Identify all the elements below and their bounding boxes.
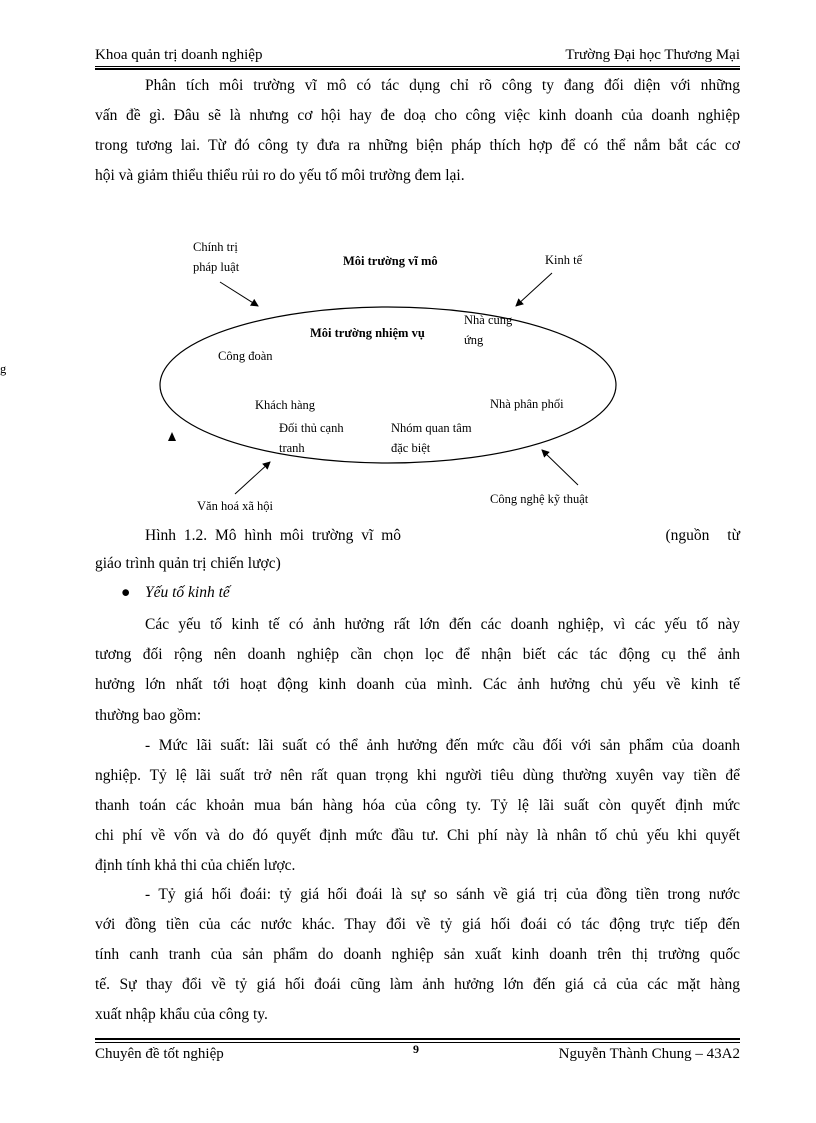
economic-arrow xyxy=(516,273,552,306)
exchange-line-2: với đồng tiền của các nước khác. Thay đổi về tỷ giá hối đoái có tác động trực tiếp đến xyxy=(95,916,740,933)
economy-paragraph xyxy=(95,610,740,700)
caption-source-start: (nguồn từ xyxy=(665,527,740,544)
interest-line-2: nghiệp. Tỷ lệ lãi suất trở nên rất quan trọng khi người tiêu dùng thường xuyên vay tiền để xyxy=(95,767,740,784)
economy-line-2: tương đối rộng nên doanh nghiệp cần chọn lọc để nhận biết các tác động cụ thể ảnh xyxy=(95,646,740,663)
political-arrow xyxy=(220,282,258,306)
intro-line-1: Phân tích môi trường vĩ mô có tác dụng chỉ rõ công ty đang đối diện với những xyxy=(145,77,740,94)
interest-line-4: chi phí về vốn và do đó quyết định mức đầu tư. Chi phí này là nhân tố chủ yếu khi quyết xyxy=(95,827,740,844)
small-triangle-marker xyxy=(168,432,176,441)
interest-line-5: định tính khả thi của chiến lược. xyxy=(95,857,296,874)
technology-label: Công nghệ kỹ thuật xyxy=(490,492,589,506)
intro-line-3: trong tương lai. Từ đó công ty đưa ra những biện pháp thích hợp để có thể nắm bắt các cơ xyxy=(95,137,740,154)
exchange-line-3: tính canh tranh của sản phẩm do doanh nghiệp sản xuất kinh doanh trên thị trường quốc xyxy=(95,946,740,963)
header-right: Trường Đại học Thương Mại xyxy=(565,47,740,63)
intro-line-2: vấn đề gì. Đâu sẽ là nhưng cơ hội hay đe doạ cho công việc kinh doanh của doanh nghiệp xyxy=(95,107,740,124)
economy-line-3: hưởng lớn nhất tới hoạt động kinh doanh của mình. Các ảnh hưởng chủ yếu về kinh tế xyxy=(95,676,740,693)
caption-source-end: giáo trình quản trị chiến lược) xyxy=(95,555,281,572)
exchange-line-5: xuất nhập khẩu của công ty. xyxy=(95,1006,268,1023)
interest-group-label: Nhóm quan tâm đặc biệt xyxy=(391,421,472,455)
exchange-paragraph xyxy=(95,880,740,1030)
distributor-label: Nhà phân phối xyxy=(490,397,564,411)
cultural-arrow xyxy=(235,462,270,494)
customer-label: Khách hàng xyxy=(255,398,316,412)
exchange-line-1: - Tỷ giá hối đoái: tỷ giá hối đoái là sự so sánh về giá trị của đồng tiền trong nước xyxy=(145,886,740,903)
economy-line-4: thường bao gồm: xyxy=(95,707,202,724)
technology-arrow xyxy=(542,450,578,485)
exchange-line-4: tế. Sự thay đổi về tỷ giá hối đoái cũng làm ảnh hưởng lớn đến giá cả của các mặt hàng xyxy=(95,976,740,993)
page-number: 9 xyxy=(413,1042,419,1056)
margin-mark: g xyxy=(0,362,7,376)
political-legal-label: Chính trị pháp luật xyxy=(193,240,240,274)
cultural-social-label: Văn hoá xã hội xyxy=(197,499,274,513)
supplier-label: Nhà cung ứng xyxy=(464,313,513,347)
footer-left: Chuyên đề tốt nghiệp xyxy=(95,1046,224,1062)
header-left: Khoa quản trị doanh nghiệp xyxy=(95,47,263,63)
bullet-icon: ● xyxy=(121,584,131,601)
task-environment-title: Môi trường nhiệm vụ xyxy=(310,326,425,340)
interest-line-1: - Mức lãi suất: lãi suất có thể ảnh hưởng đến mức cầu đối với sản phẩm của doanh xyxy=(145,737,740,754)
interest-line-3: thanh toán các khoản mua bán hàng hóa của công ty. Tỷ lệ lãi suất còn quyết định mức xyxy=(95,797,740,814)
union-label: Công đoàn xyxy=(218,349,273,363)
economy-line-1: Các yếu tố kinh tế có ảnh hưởng rất lớn đến các doanh nghiệp, vì các yếu tố này xyxy=(145,616,740,633)
footer-right: Nguyễn Thành Chung – 43A2 xyxy=(558,1046,740,1062)
competitor-label: Đối thủ cạnh tranh xyxy=(279,421,344,455)
intro-line-4: hội và giảm thiểu thiểu rủi ro do yếu tố môi trường đem lại. xyxy=(95,167,465,184)
section-heading: Yếu tố kinh tế xyxy=(145,584,230,601)
economic-label: Kinh tế xyxy=(545,253,583,267)
macro-environment-title: Môi trường vĩ mô xyxy=(343,254,438,268)
interest-paragraph xyxy=(95,731,740,881)
figure-caption: Hình 1.2. Mô hình môi trường vĩ mô xyxy=(145,527,402,544)
footer-rule-thick xyxy=(95,1038,740,1040)
